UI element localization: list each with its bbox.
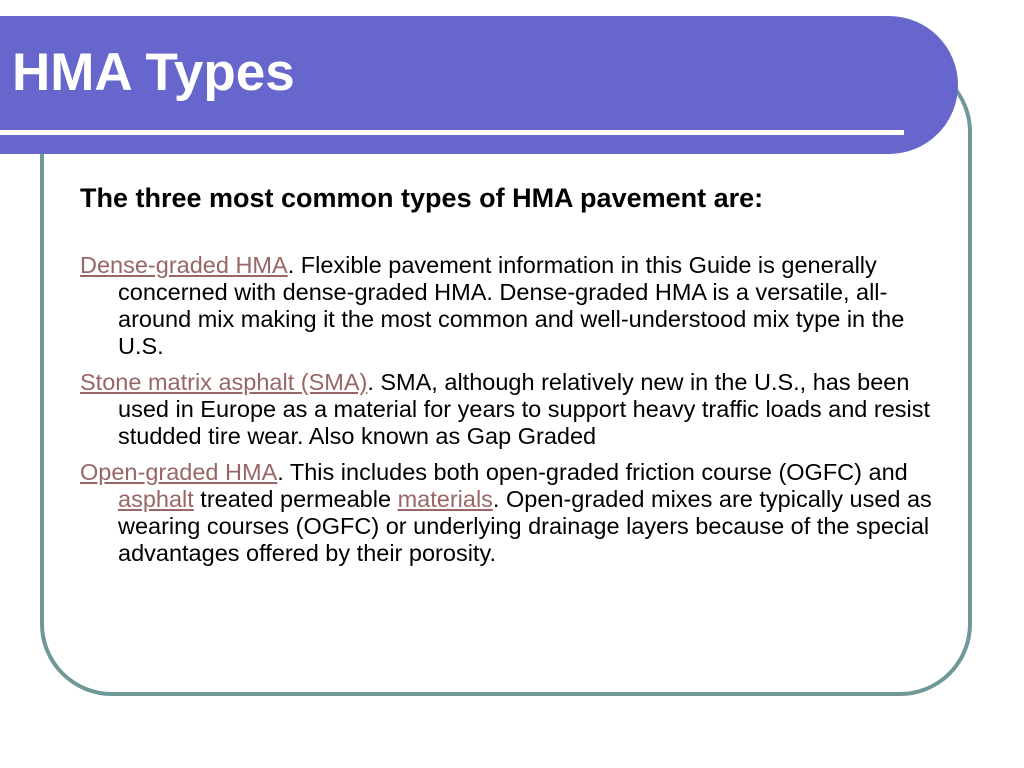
open-graded-hma-link[interactable]: Open-graded HMA xyxy=(80,459,278,485)
open-graded-description-part-1: . This includes both open-graded friction course (OGFC) and xyxy=(277,459,908,485)
open-graded-description-part-3: . Open-graded mixes are typically used as wearing courses (OGFC) or underlying drainage layers because of the special advantages offered by their porosity. xyxy=(118,486,932,566)
sma-description: . SMA, although relatively new in the U.S., has been used in Europe as a material for years to support heavy traffic loads and resist studded tire wear. Also known as Gap Graded xyxy=(118,369,931,449)
materials-link[interactable]: materials xyxy=(397,486,493,512)
open-graded-description-part-2: treated permeable xyxy=(193,486,398,512)
dense-graded-hma-link[interactable]: Dense-graded HMA xyxy=(80,252,288,278)
list-item-dense-graded xyxy=(80,252,950,360)
slide-title: HMA Types xyxy=(12,43,295,102)
asphalt-link[interactable]: asphalt xyxy=(118,486,194,512)
title-underline xyxy=(0,130,904,135)
list-item-sma xyxy=(80,369,950,450)
intro-text: The three most common types of HMA pavement are: xyxy=(80,183,764,213)
stone-matrix-asphalt-link[interactable]: Stone matrix asphalt (SMA) xyxy=(80,369,368,395)
list-item-open-graded xyxy=(80,459,950,567)
slide-body xyxy=(80,180,950,576)
dense-graded-description: . Flexible pavement information in this Guide is generally concerned with dense-graded HMA. Dense-graded HMA is a versatile, all-around mix making it the most common and well-understood mix type in the U.S. xyxy=(118,252,905,359)
